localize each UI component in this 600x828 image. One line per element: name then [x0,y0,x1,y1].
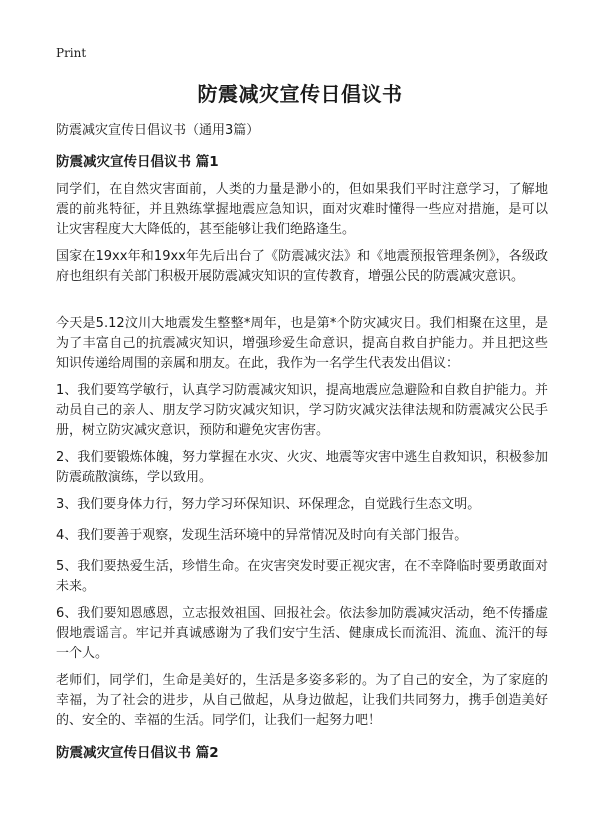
document-subtitle: 防震减灾宣传日倡议书（通用3篇） [56,123,260,138]
paragraph-8: 5、我们要热爱生活，珍惜生命。在灾害突发时要正视灾害，在不幸降临时要勇敢面对未来。 [56,559,548,594]
paragraph-10: 老师们，同学们，生命是美好的，生活是多姿多彩的。为了自己的安全，为了家庭的幸福，为了社会的进步，从自己做起，从身边做起，让我们共同努力，携手创造美好的、安全的、幸福的生活。同学们，让我们一起努力吧！ [56,673,548,728]
paragraph-3: 今天是5.12汶川大地震发生整整*周年，也是第*个防灾减灾日。我们相聚在这里，是为了丰富自己的抗震减灾知识，增强珍爱生命意识，提高自救自护能力。并且把这些知识传递给周围的亲属和朋友。在此，我作为一名学生代表发出倡议： [56,316,548,371]
paragraph-1: 同学们，在自然灾害面前，人类的力量是渺小的，但如果我们平时注意学习，了解地震的前兆特征，并且熟练掌握地震应急知识，面对灾难时懂得一些应对措施，是可以让灾害程度大大降低的，甚至能够让我们绝路逢生。 [56,182,548,237]
paragraph-4: 1、我们要笃学敏行，认真学习防震减灾知识，提高地震应急避险和自救自护能力。并动员自己的亲人、朋友学习防灾减灾知识，学习防灾减灾法律法规和防震减灾公民手册，树立防灾减灾意识，预防和避免灾害伤害。 [56,383,548,438]
paragraph-5: 2、我们要锻炼体魄，努力掌握在水灾、火灾、地震等灾害中逃生自救知识，积极参加防震疏散演练，学以致用。 [56,450,548,485]
section-heading-2: 防震减灾宣传日倡议书 篇2 [56,745,219,761]
paragraph-6: 3、我们要身体力行，努力学习环保知识、环保理念，自觉践行生态文明。 [56,497,481,512]
print-link[interactable]: Print [56,46,87,60]
paragraph-7: 4、我们要善于观察，发现生活环境中的异常情况及时向有关部门报告。 [56,528,468,543]
section-heading-1: 防震减灾宣传日倡议书 篇1 [56,154,219,170]
paragraph-2: 国家在19xx年和19xx年先后出台了《防震减灾法》和《地震预报管理条例》，各级政府也组织有关部门积极开展防震减灾知识的宣传教育，增强公民的防震减灾意识。 [56,249,548,284]
document-title: 防震减灾宣传日倡议书 [197,82,403,106]
paragraph-9: 6、我们要知恩感恩，立志报效祖国、回报社会。依法参加防震减灾活动，绝不传播虚假地震谣言。牢记并真诚感谢为了我们安宁生活、健康成长而流泪、流血、流汗的每一个人。 [56,606,548,661]
